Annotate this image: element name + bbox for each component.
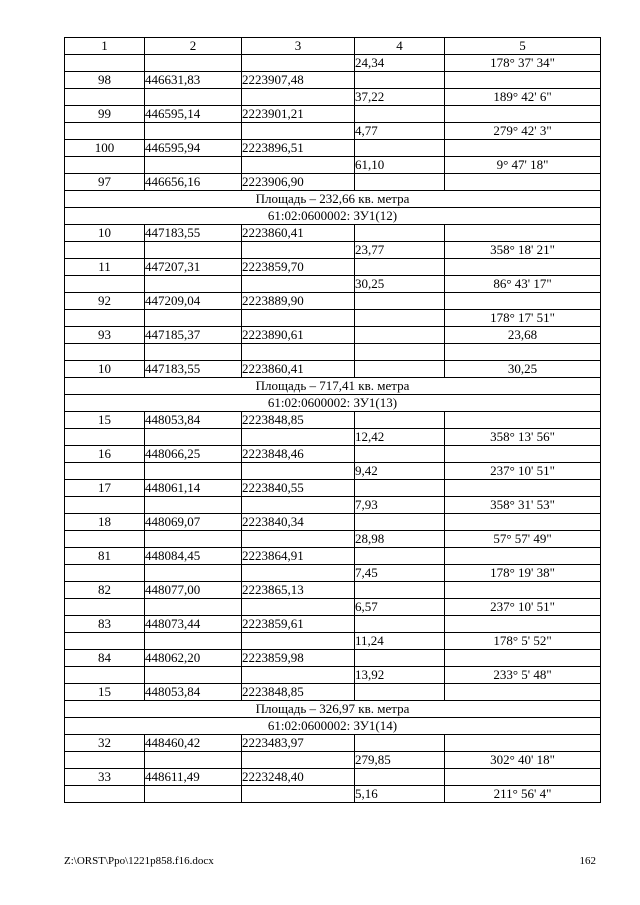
distance-cell: 6,57 [355, 599, 445, 616]
table-row [65, 616, 601, 633]
angle-cell [445, 514, 601, 531]
point-number-cell [65, 667, 145, 684]
angle-cell [445, 106, 601, 123]
distance-cell [355, 310, 445, 327]
y-coordinate-cell [242, 157, 355, 174]
y-coordinate-cell [242, 123, 355, 140]
section-row [65, 395, 601, 412]
point-number-cell: 84 [65, 650, 145, 667]
footer-page-number: 162 [579, 855, 596, 867]
y-coordinate-cell: 2223848,46 [242, 446, 355, 463]
angle-cell: 358° 31' 53" [445, 497, 601, 514]
section-row [65, 718, 601, 735]
x-coordinate-cell: 448460,42 [145, 735, 242, 752]
distance-cell [355, 412, 445, 429]
angle-cell [445, 582, 601, 599]
y-coordinate-cell: 2223840,55 [242, 480, 355, 497]
point-number-cell [65, 89, 145, 106]
angle-cell: 237° 10' 51" [445, 599, 601, 616]
y-coordinate-cell [242, 344, 355, 361]
x-coordinate-cell [145, 429, 242, 446]
x-coordinate-cell: 447207,31 [145, 259, 242, 276]
y-coordinate-cell [242, 565, 355, 582]
table-row [65, 582, 601, 599]
angle-cell [445, 769, 601, 786]
angle-cell [445, 174, 601, 191]
angle-cell [445, 446, 601, 463]
table-row [65, 650, 601, 667]
angle-cell: 86° 43' 17" [445, 276, 601, 293]
table-row [65, 242, 601, 259]
table-row [65, 89, 601, 106]
point-number-cell [65, 565, 145, 582]
section-cell: 61:02:0600002: ЗУ1(13) [65, 395, 601, 412]
table-row [65, 565, 601, 582]
distance-cell [355, 259, 445, 276]
point-number-cell: 98 [65, 72, 145, 89]
section-cell: Площадь – 232,66 кв. метра [65, 191, 601, 208]
angle-cell: 237° 10' 51" [445, 463, 601, 480]
distance-cell [355, 140, 445, 157]
distance-cell [355, 361, 445, 378]
angle-cell [445, 293, 601, 310]
distance-cell: 7,45 [355, 565, 445, 582]
x-coordinate-cell: 447183,55 [145, 225, 242, 242]
y-coordinate-cell: 2223907,48 [242, 72, 355, 89]
header-row [65, 38, 601, 55]
y-coordinate-cell: 2223896,51 [242, 140, 355, 157]
x-coordinate-cell [145, 599, 242, 616]
distance-cell [355, 582, 445, 599]
point-number-cell [65, 786, 145, 803]
x-coordinate-cell: 448066,25 [145, 446, 242, 463]
x-coordinate-cell: 448073,44 [145, 616, 242, 633]
table-row [65, 327, 601, 344]
y-coordinate-cell [242, 242, 355, 259]
distance-cell [355, 106, 445, 123]
x-coordinate-cell: 448077,00 [145, 582, 242, 599]
section-row [65, 701, 601, 718]
angle-cell: 189° 42' 6" [445, 89, 601, 106]
distance-cell: 13,92 [355, 667, 445, 684]
y-coordinate-cell [242, 463, 355, 480]
distance-cell [355, 684, 445, 701]
header-cell: 3 [242, 38, 355, 55]
x-coordinate-cell [145, 157, 242, 174]
angle-cell [445, 616, 601, 633]
y-coordinate-cell: 2223865,13 [242, 582, 355, 599]
point-number-cell [65, 752, 145, 769]
distance-cell [355, 616, 445, 633]
distance-cell: 37,22 [355, 89, 445, 106]
header-cell: 2 [145, 38, 242, 55]
x-coordinate-cell [145, 633, 242, 650]
point-number-cell: 15 [65, 684, 145, 701]
x-coordinate-cell: 448069,07 [145, 514, 242, 531]
point-number-cell [65, 463, 145, 480]
section-cell: 61:02:0600002: ЗУ1(12) [65, 208, 601, 225]
x-coordinate-cell: 447183,55 [145, 361, 242, 378]
angle-cell: 178° 5' 52" [445, 633, 601, 650]
x-coordinate-cell [145, 667, 242, 684]
section-cell: 61:02:0600002: ЗУ1(14) [65, 718, 601, 735]
table-row [65, 480, 601, 497]
point-number-cell: 11 [65, 259, 145, 276]
header-cell: 4 [355, 38, 445, 55]
angle-cell [445, 225, 601, 242]
table-row [65, 225, 601, 242]
x-coordinate-cell: 446595,14 [145, 106, 242, 123]
distance-cell [355, 650, 445, 667]
x-coordinate-cell: 448611,49 [145, 769, 242, 786]
point-number-cell: 97 [65, 174, 145, 191]
point-number-cell [65, 123, 145, 140]
table-row [65, 276, 601, 293]
table-row [65, 769, 601, 786]
distance-cell [355, 344, 445, 361]
table-row [65, 361, 601, 378]
angle-cell: 302° 40' 18" [445, 752, 601, 769]
point-number-cell [65, 344, 145, 361]
section-row [65, 378, 601, 395]
distance-cell: 28,98 [355, 531, 445, 548]
y-coordinate-cell: 2223483,97 [242, 735, 355, 752]
angle-cell [445, 344, 601, 361]
point-number-cell [65, 497, 145, 514]
distance-cell: 12,42 [355, 429, 445, 446]
header-cell: 5 [445, 38, 601, 55]
x-coordinate-cell [145, 123, 242, 140]
distance-cell [355, 327, 445, 344]
table-row [65, 72, 601, 89]
point-number-cell: 17 [65, 480, 145, 497]
table-row [65, 735, 601, 752]
table-row [65, 684, 601, 701]
angle-cell: 23,68 [445, 327, 601, 344]
table-row [65, 497, 601, 514]
point-number-cell [65, 242, 145, 259]
section-cell: Площадь – 326,97 кв. метра [65, 701, 601, 718]
distance-cell [355, 548, 445, 565]
y-coordinate-cell [242, 310, 355, 327]
point-number-cell: 16 [65, 446, 145, 463]
table-row [65, 310, 601, 327]
x-coordinate-cell [145, 786, 242, 803]
x-coordinate-cell: 448062,20 [145, 650, 242, 667]
point-number-cell [65, 531, 145, 548]
angle-cell: 358° 13' 56" [445, 429, 601, 446]
distance-cell: 11,24 [355, 633, 445, 650]
table-row [65, 412, 601, 429]
point-number-cell: 33 [65, 769, 145, 786]
x-coordinate-cell [145, 276, 242, 293]
point-number-cell [65, 55, 145, 72]
y-coordinate-cell [242, 89, 355, 106]
y-coordinate-cell: 2223860,41 [242, 225, 355, 242]
table-row [65, 123, 601, 140]
table-row [65, 429, 601, 446]
table-row [65, 446, 601, 463]
x-coordinate-cell [145, 463, 242, 480]
x-coordinate-cell: 448061,14 [145, 480, 242, 497]
point-number-cell [65, 633, 145, 650]
angle-cell: 358° 18' 21" [445, 242, 601, 259]
angle-cell [445, 140, 601, 157]
point-number-cell: 81 [65, 548, 145, 565]
x-coordinate-cell: 448053,84 [145, 412, 242, 429]
point-number-cell: 32 [65, 735, 145, 752]
angle-cell [445, 684, 601, 701]
angle-cell [445, 72, 601, 89]
x-coordinate-cell [145, 497, 242, 514]
point-number-cell: 92 [65, 293, 145, 310]
y-coordinate-cell [242, 55, 355, 72]
header-cell: 1 [65, 38, 145, 55]
y-coordinate-cell [242, 497, 355, 514]
x-coordinate-cell: 448053,84 [145, 684, 242, 701]
x-coordinate-cell [145, 310, 242, 327]
distance-cell [355, 293, 445, 310]
point-number-cell [65, 310, 145, 327]
distance-cell: 30,25 [355, 276, 445, 293]
y-coordinate-cell [242, 786, 355, 803]
angle-cell [445, 480, 601, 497]
y-coordinate-cell: 2223860,41 [242, 361, 355, 378]
angle-cell [445, 412, 601, 429]
table-row [65, 667, 601, 684]
distance-cell: 24,34 [355, 55, 445, 72]
distance-cell: 4,77 [355, 123, 445, 140]
footer-file-path: Z:\ORST\Ppo\1221p858.f16.docx [64, 855, 214, 867]
table-row [65, 293, 601, 310]
table-row [65, 786, 601, 803]
distance-cell [355, 174, 445, 191]
angle-cell: 233° 5' 48" [445, 667, 601, 684]
angle-cell: 178° 19' 38" [445, 565, 601, 582]
angle-cell [445, 548, 601, 565]
point-number-cell [65, 599, 145, 616]
y-coordinate-cell: 2223848,85 [242, 412, 355, 429]
x-coordinate-cell [145, 565, 242, 582]
section-row [65, 208, 601, 225]
y-coordinate-cell [242, 599, 355, 616]
distance-cell [355, 480, 445, 497]
point-number-cell: 10 [65, 225, 145, 242]
y-coordinate-cell [242, 752, 355, 769]
distance-cell [355, 514, 445, 531]
section-cell: Площадь – 717,41 кв. метра [65, 378, 601, 395]
table-body [65, 55, 601, 803]
distance-cell [355, 446, 445, 463]
coordinates-table [64, 37, 601, 803]
x-coordinate-cell [145, 242, 242, 259]
angle-cell: 178° 17' 51" [445, 310, 601, 327]
angle-cell: 178° 37' 34" [445, 55, 601, 72]
y-coordinate-cell: 2223248,40 [242, 769, 355, 786]
point-number-cell [65, 429, 145, 446]
angle-cell: 9° 47' 18" [445, 157, 601, 174]
y-coordinate-cell [242, 276, 355, 293]
distance-cell: 279,85 [355, 752, 445, 769]
section-row [65, 191, 601, 208]
y-coordinate-cell: 2223859,98 [242, 650, 355, 667]
table-row [65, 55, 601, 72]
point-number-cell: 93 [65, 327, 145, 344]
distance-cell: 7,93 [355, 497, 445, 514]
y-coordinate-cell [242, 531, 355, 548]
distance-cell [355, 225, 445, 242]
x-coordinate-cell: 446595,94 [145, 140, 242, 157]
point-number-cell: 15 [65, 412, 145, 429]
table-row [65, 259, 601, 276]
x-coordinate-cell: 448084,45 [145, 548, 242, 565]
table-row [65, 344, 601, 361]
table-row [65, 752, 601, 769]
angle-cell: 57° 57' 49" [445, 531, 601, 548]
distance-cell [355, 72, 445, 89]
x-coordinate-cell: 446631,83 [145, 72, 242, 89]
y-coordinate-cell: 2223859,61 [242, 616, 355, 633]
table-row [65, 140, 601, 157]
y-coordinate-cell: 2223848,85 [242, 684, 355, 701]
y-coordinate-cell: 2223889,90 [242, 293, 355, 310]
point-number-cell: 82 [65, 582, 145, 599]
angle-cell: 279° 42' 3" [445, 123, 601, 140]
x-coordinate-cell: 447209,04 [145, 293, 242, 310]
y-coordinate-cell [242, 633, 355, 650]
point-number-cell: 99 [65, 106, 145, 123]
table-row [65, 106, 601, 123]
angle-cell [445, 259, 601, 276]
y-coordinate-cell: 2223901,21 [242, 106, 355, 123]
y-coordinate-cell: 2223906,90 [242, 174, 355, 191]
y-coordinate-cell: 2223840,34 [242, 514, 355, 531]
y-coordinate-cell: 2223890,61 [242, 327, 355, 344]
table-row [65, 599, 601, 616]
distance-cell [355, 769, 445, 786]
angle-cell [445, 735, 601, 752]
point-number-cell: 10 [65, 361, 145, 378]
table-row [65, 548, 601, 565]
x-coordinate-cell [145, 89, 242, 106]
table-row [65, 531, 601, 548]
point-number-cell: 18 [65, 514, 145, 531]
x-coordinate-cell: 447185,37 [145, 327, 242, 344]
distance-cell: 23,77 [355, 242, 445, 259]
angle-cell [445, 650, 601, 667]
y-coordinate-cell: 2223864,91 [242, 548, 355, 565]
table-row [65, 157, 601, 174]
angle-cell: 211° 56' 4" [445, 786, 601, 803]
table-row [65, 463, 601, 480]
table-row [65, 514, 601, 531]
angle-cell: 30,25 [445, 361, 601, 378]
distance-cell [355, 735, 445, 752]
x-coordinate-cell [145, 752, 242, 769]
y-coordinate-cell: 2223859,70 [242, 259, 355, 276]
y-coordinate-cell [242, 429, 355, 446]
point-number-cell [65, 276, 145, 293]
x-coordinate-cell [145, 344, 242, 361]
point-number-cell: 100 [65, 140, 145, 157]
distance-cell: 9,42 [355, 463, 445, 480]
table-row [65, 174, 601, 191]
distance-cell: 5,16 [355, 786, 445, 803]
point-number-cell: 83 [65, 616, 145, 633]
y-coordinate-cell [242, 667, 355, 684]
distance-cell: 61,10 [355, 157, 445, 174]
point-number-cell [65, 157, 145, 174]
table-row [65, 633, 601, 650]
x-coordinate-cell [145, 55, 242, 72]
x-coordinate-cell [145, 531, 242, 548]
x-coordinate-cell: 446656,16 [145, 174, 242, 191]
